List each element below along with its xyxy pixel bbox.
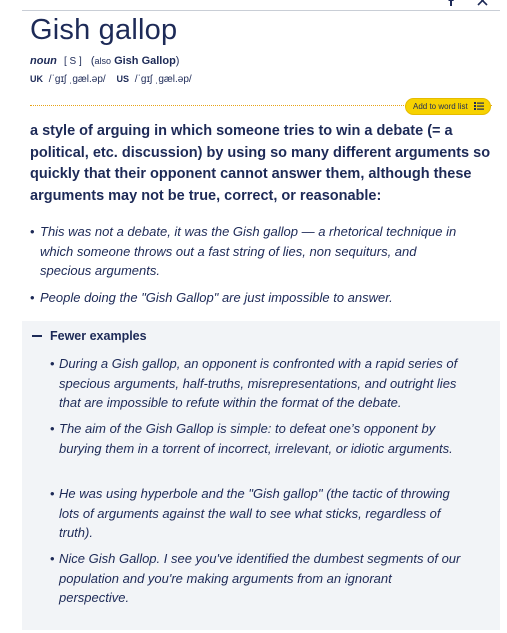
pron-us-label[interactable]: US — [116, 74, 129, 84]
more-example-text: Nice Gish Gallop. I see you've identified the dumbest segments of our population and you're making arguments from an ignorant perspective. — [59, 551, 461, 605]
variant-form: (also Gish Gallop) — [90, 55, 180, 67]
pron-uk-ipa: /ˈɡɪʃ ˌɡæl.əp/ — [48, 74, 106, 85]
example-text: People doing the "Gish Gallop" are just impossible to answer. — [40, 290, 393, 305]
more-example — [50, 419, 465, 458]
pron-us-ipa: /ˈɡɪʃ ˌɡæl.əp/ — [134, 74, 192, 85]
fewer-examples-toggle[interactable] — [32, 329, 147, 343]
more-example — [50, 354, 465, 413]
example-sentence — [30, 288, 470, 308]
headword: Gish gallop — [30, 14, 178, 46]
bullet: • — [50, 486, 55, 501]
list-icon — [474, 102, 484, 112]
top-rule — [22, 0, 500, 11]
variant-word: Gish Gallop — [114, 55, 176, 67]
part-of-speech[interactable]: noun — [30, 55, 57, 67]
more-example-text: He was using hyperbole and the "Gish gallop" (the tactic of throwing lots of arguments against the wall to see what sticks, regardless of truth). — [59, 486, 450, 540]
fewer-examples-label: Fewer examples — [50, 329, 147, 343]
variant-label: also — [94, 56, 111, 66]
more-example-text: The aim of the Gish Gallop is simple: to defeat one’s opponent by burying them in a torrent of incorrect, irrelevant, or idiotic arguments. — [59, 421, 453, 456]
share-bar — [447, 0, 488, 6]
bullet: • — [50, 551, 55, 566]
pronunciation-line — [30, 74, 200, 85]
example-sentence — [30, 222, 470, 281]
grammar-line — [30, 55, 179, 67]
more-examples-panel — [22, 321, 500, 630]
more-example — [50, 484, 465, 543]
add-to-word-list-label: Add to word list — [413, 102, 468, 111]
pron-uk-label[interactable]: UK — [30, 74, 43, 84]
bullet: • — [50, 421, 55, 436]
definition: a style of arguing in which someone tries to win a debate (= a political, etc. discussion) by using so many different arguments so quickly that their opponent cannot answer them, although these arguments may not be true, correct, or reasonable: — [30, 123, 491, 204]
facebook-icon[interactable] — [447, 0, 455, 6]
add-to-word-list-button[interactable] — [405, 98, 491, 115]
grammar-code[interactable]: [ S ] — [63, 56, 82, 67]
example-text: This was not a debate, it was the Gish gallop — a rhetorical technique in which someone throws out a fast string of lies, non sequiturs, and specious arguments. — [40, 224, 457, 278]
bullet: • — [30, 224, 35, 239]
bullet: • — [30, 290, 35, 305]
minus-icon — [32, 335, 42, 337]
bullet: • — [50, 356, 55, 371]
more-example — [50, 549, 465, 608]
more-example-text: During a Gish gallop, an opponent is confronted with a rapid series of specious arguments, half-truths, misrepresentations, and outright lies that are impossible to refute within the format of the debate. — [59, 356, 458, 410]
x-twitter-icon[interactable] — [477, 0, 488, 6]
